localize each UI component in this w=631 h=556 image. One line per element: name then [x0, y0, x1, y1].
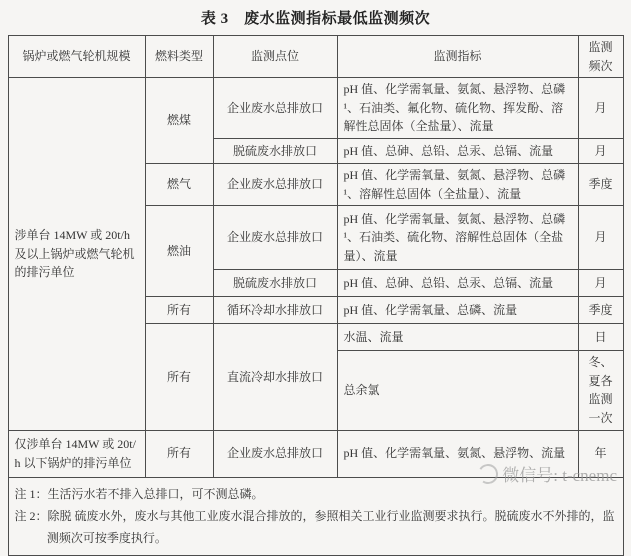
cell-frequency: 月 — [578, 206, 623, 270]
header-monitoring-indicator: 监测指标 — [337, 36, 578, 78]
watermark-text: 微信号: t-cnemc — [502, 466, 617, 485]
cell-frequency: 冬、夏各监测一次 — [578, 351, 623, 430]
table-row — [8, 78, 623, 139]
cell-indicators: pH 值、化学需氧量、氨氮、悬浮物、总磷¹、石油类、硫化物、溶解性总固体（全盐量）、流量 — [337, 206, 578, 270]
cell-scale-small-units: 仅涉单台 14MW 或 20t/h 以下锅炉的排污单位 — [8, 430, 145, 477]
cell-point: 直流冷却水排放口 — [213, 324, 337, 430]
cell-frequency: 月 — [578, 78, 623, 139]
cell-indicators: pH 值、化学需氧量、总磷、流量 — [337, 297, 578, 324]
header-scale: 锅炉或燃气轮机规模 — [8, 36, 145, 78]
cell-fuel-all: 所有 — [145, 297, 213, 324]
header-monitoring-point: 监测点位 — [213, 36, 337, 78]
cell-point: 企业废水总排放口 — [213, 78, 337, 139]
note-2: 注 2：除脱 硫废水外，废水与其他工业废水混合排放的，参照相关工业行业监测要求执行。脱硫废水不外排的，监测频次可按季度执行。 — [14, 508, 615, 546]
header-fuel-type: 燃料类型 — [145, 36, 213, 78]
wastewater-monitoring-table — [8, 35, 624, 556]
cell-indicators: pH 值、化学需氧量、氨氮、悬浮物、总磷¹、溶解性总固体（全盐量）、流量 — [337, 163, 578, 205]
table-row — [8, 430, 623, 477]
cell-frequency: 季度 — [578, 163, 623, 205]
cell-fuel-coal: 燃煤 — [145, 78, 213, 164]
page-title: 表 3 废水监测指标最低监测频次 — [200, 11, 431, 27]
cell-frequency: 月 — [578, 138, 623, 163]
table-notes — [8, 477, 623, 555]
cell-fuel-gas: 燃气 — [145, 163, 213, 205]
cell-scale-large-units: 涉单台 14MW 或 20t/h 及以上锅炉或燃气轮机的排污单位 — [8, 78, 145, 430]
cell-fuel-oil: 燃油 — [145, 206, 213, 297]
cell-indicators: 总余氯 — [337, 351, 578, 430]
cell-indicators: pH 值、总砷、总铅、总汞、总镉、流量 — [337, 270, 578, 297]
cell-indicators: pH 值、总砷、总铅、总汞、总镉、流量 — [337, 138, 578, 163]
cell-indicators: 水温、流量 — [337, 324, 578, 351]
cell-point: 企业废水总排放口 — [213, 206, 337, 270]
cell-indicators: pH 值、化学需氧量、氨氮、悬浮物、流量 — [337, 430, 578, 477]
note-1: 注 1：生活污水若不排入总排口，可不测总磷。 — [14, 486, 264, 501]
cell-fuel-all: 所有 — [145, 430, 213, 477]
cell-fuel-all: 所有 — [145, 324, 213, 430]
cell-point: 企业废水总排放口 — [213, 163, 337, 205]
table-notes-row — [8, 477, 623, 555]
cell-indicators: pH 值、化学需氧量、氨氮、悬浮物、总磷¹、石油类、氟化物、硫化物、挥发酚、溶解性总固体（全盐量）、流量 — [337, 78, 578, 139]
cell-frequency: 日 — [578, 324, 623, 351]
header-monitoring-frequency: 监测频次 — [578, 36, 623, 78]
cell-frequency: 月 — [578, 270, 623, 297]
cell-point: 脱硫废水排放口 — [213, 138, 337, 163]
cell-frequency: 季度 — [578, 297, 623, 324]
cell-point: 企业废水总排放口 — [213, 430, 337, 477]
cell-frequency: 年 — [578, 430, 623, 477]
cell-point: 脱硫废水排放口 — [213, 270, 337, 297]
table-header-row — [8, 36, 623, 78]
cell-point: 循环冷却水排放口 — [213, 297, 337, 324]
